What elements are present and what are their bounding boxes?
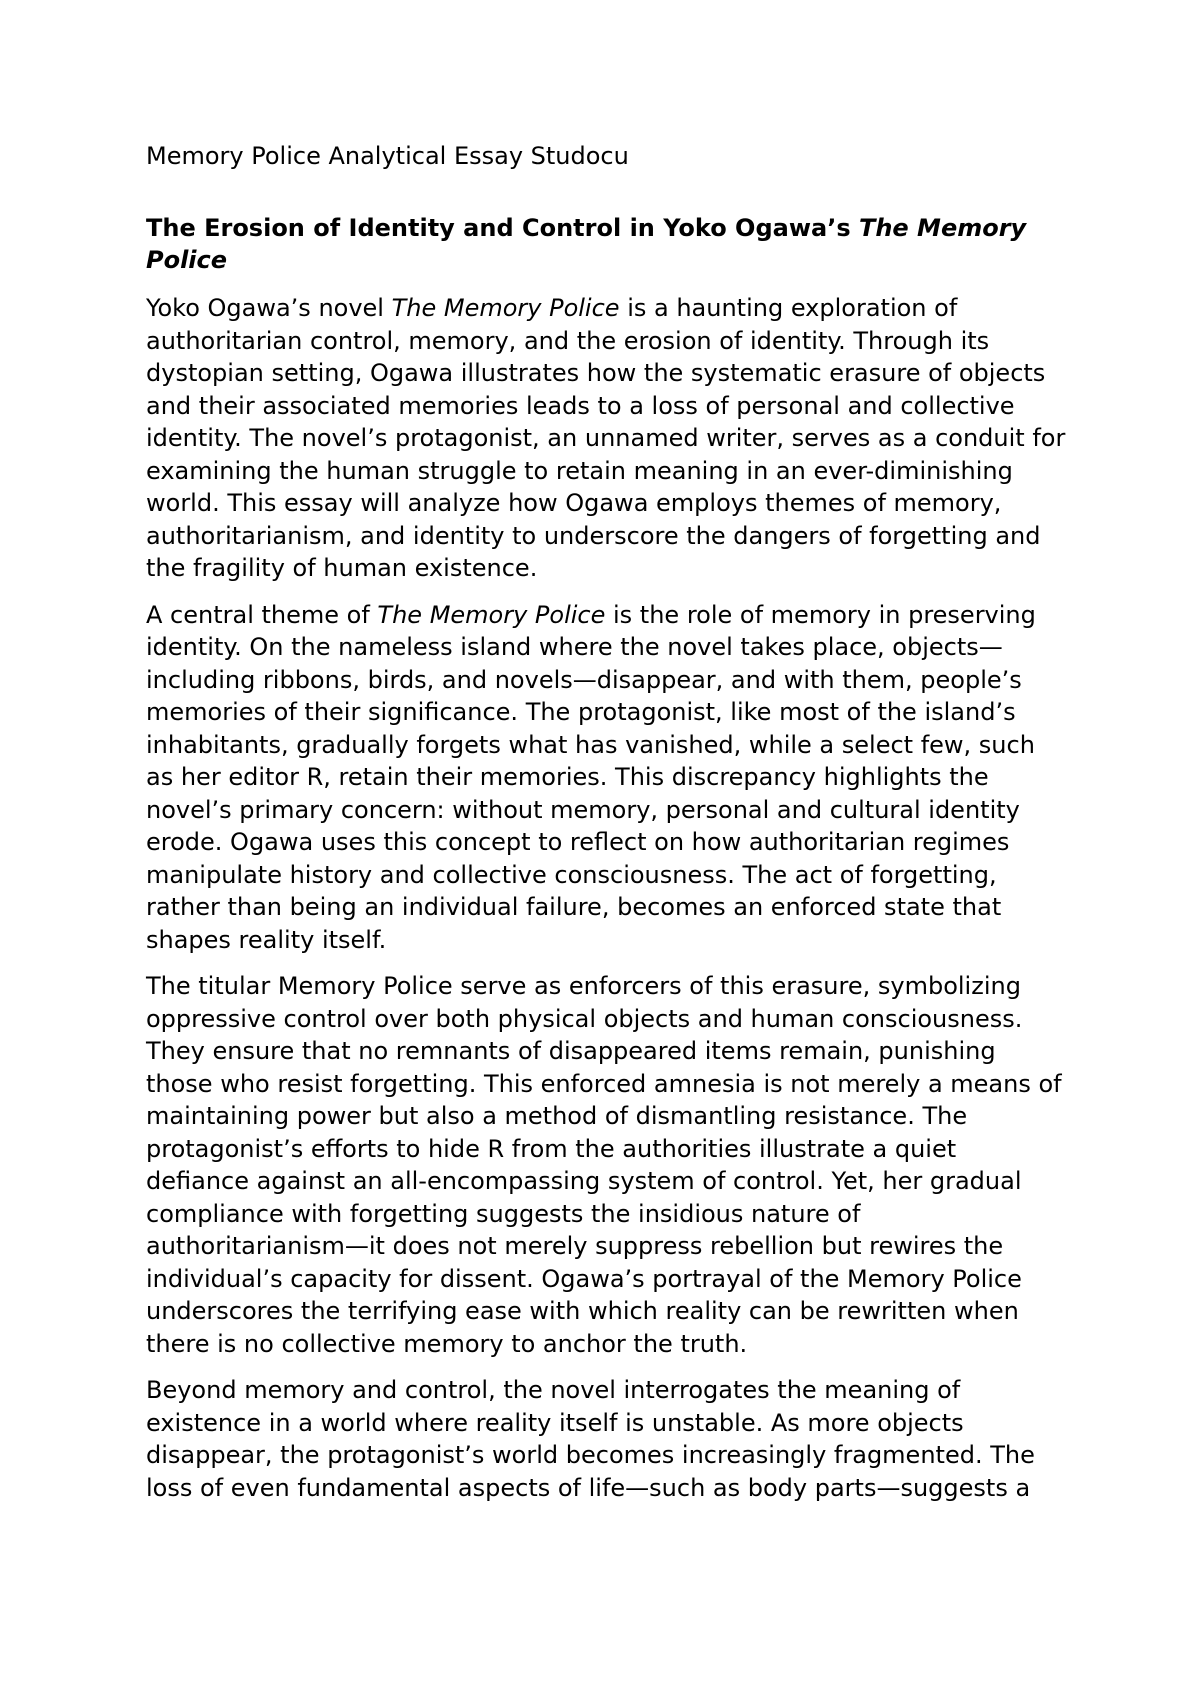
essay-title-main: The Erosion of Identity and Control in Yoko Ogawa’s xyxy=(146,214,859,242)
paragraph-text: Yoko Ogawa’s novel xyxy=(146,294,392,322)
paragraph-existence: Beyond memory and control, the novel interrogates the meaning of existence in a world where reality itself is unstable. As more objects disappear, the protagonist’s world becomes increasingly fragmented. The loss of even fundamental aspects of life—such as body parts—suggests a xyxy=(146,1376,1035,1502)
paragraph-memory-theme xyxy=(146,599,1066,957)
paragraph-text: A central theme of xyxy=(146,600,378,629)
paragraph-text: is the role of memory in preserving identity. On the nameless island where the novel takes place, objects—including ribbons, birds, and novels—disappear, and with them, people’s memories of their significance. The protagonist, like most of the island’s inhabitants, gradually forgets what has vanished, while a select few, such as her editor R, retain their memories. This discrepancy highlights the novel’s primary concern: without memory, personal and cultural identity erode. Ogawa uses this concept to reflect on how authoritarian regimes manipulate history and collective consciousness. The act of forgetting, rather than being an individual failure, becomes an enforced state that shapes reality itself. xyxy=(146,600,1036,954)
book-title-italic: The Memory Police xyxy=(377,600,606,629)
document-header-label: Memory Police Analytical Essay Studocu xyxy=(146,142,629,170)
paragraph-introduction xyxy=(146,292,1066,585)
paragraph-memory-police: The titular Memory Police serve as enforcers of this erasure, symbolizing oppressive control over both physical objects and human consciousness. They ensure that no remnants of disappeared items remain, punishing those who resist forgetting. This enforced amnesia is not merely a means of maintaining power but also a method of dismantling resistance. The protagonist’s efforts to hide R from the authorities illustrate a quiet defiance against an all-encompassing system of control. Yet, her gradual compliance with forgetting suggests the insidious nature of authoritarianism—it does not merely suppress rebellion but rewires the individual’s capacity for dissent. Ogawa’s portrayal of the Memory Police underscores the terrifying ease with which reality can be rewritten when there is no collective memory to anchor the truth. xyxy=(146,972,1062,1358)
paragraph-text: is a haunting exploration of authoritarian control, memory, and the erosion of identity. Through its dystopian setting, Ogawa illustrates how the systematic erasure of objects and their associated memories leads to a loss of personal and collective identity. The novel’s protagonist, an unnamed writer, serves as a conduit for examining the human struggle to retain meaning in an ever-diminishing world. This essay will analyze how Ogawa employs themes of memory, authoritarianism, and identity to underscore the dangers of forgetting and the fragility of human existence. xyxy=(146,294,1066,582)
essay-title-italic: The Memory Police xyxy=(146,214,1027,274)
essay-title xyxy=(146,212,1066,276)
book-title-italic: The Memory Police xyxy=(391,294,620,322)
document-page xyxy=(146,140,1066,1518)
